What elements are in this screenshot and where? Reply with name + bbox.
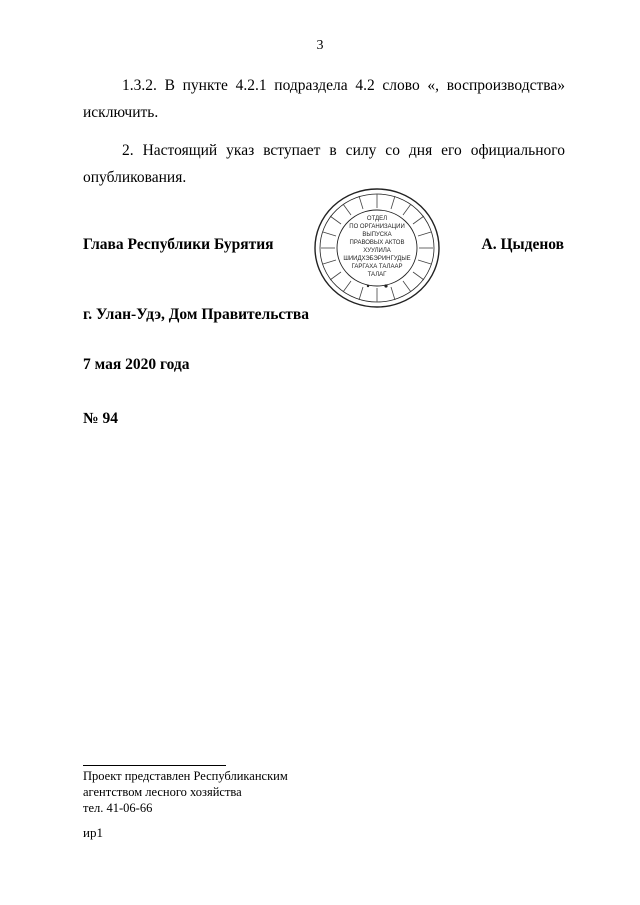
stamp-line: ВЫПУСКА: [362, 232, 392, 238]
paragraph-1: 1.3.2. В пункте 4.2.1 подраздела 4.2 слово «, воспроизводства» исключить.: [83, 77, 565, 121]
footnote-line: агентством лесного хозяйства: [83, 785, 242, 799]
signature-name: А. Цыденов: [481, 236, 564, 253]
stamp-line: ГАРГАХА ТАЛААР: [351, 264, 403, 270]
signing-place: г. Улан-Удэ, Дом Правительства: [83, 306, 310, 323]
signature-title: Глава Республики Бурятия: [83, 236, 274, 253]
footnote-line: тел. 41-06-66: [83, 801, 153, 815]
stamp-line: ХУУЛИЛА: [363, 248, 391, 254]
document-number: № 94: [83, 410, 118, 427]
official-stamp-seal: [312, 186, 442, 310]
stamp-line: ПРАВОВЫХ АКТОВ: [349, 240, 405, 246]
signing-date: 7 мая 2020 года: [83, 356, 190, 373]
page-number: 3: [316, 38, 324, 53]
footnote-divider: [83, 765, 226, 766]
paragraph-2: 2. Настоящий указ вступает в силу со дня его официального опубликования.: [83, 142, 565, 186]
footnote-line: Проект представлен Республиканским: [83, 769, 288, 783]
stamp-line: ШИИДХЭБЭРИНГУДЫЕ: [343, 256, 411, 262]
stamp-line: ТАЛАГ: [367, 272, 387, 278]
footnote: [83, 768, 288, 816]
document-code: ир1: [83, 825, 103, 840]
stamp-line: ОТДЕЛ: [366, 216, 388, 222]
stamp-line: ПО ОРГАНИЗАЦИИ: [349, 224, 405, 230]
